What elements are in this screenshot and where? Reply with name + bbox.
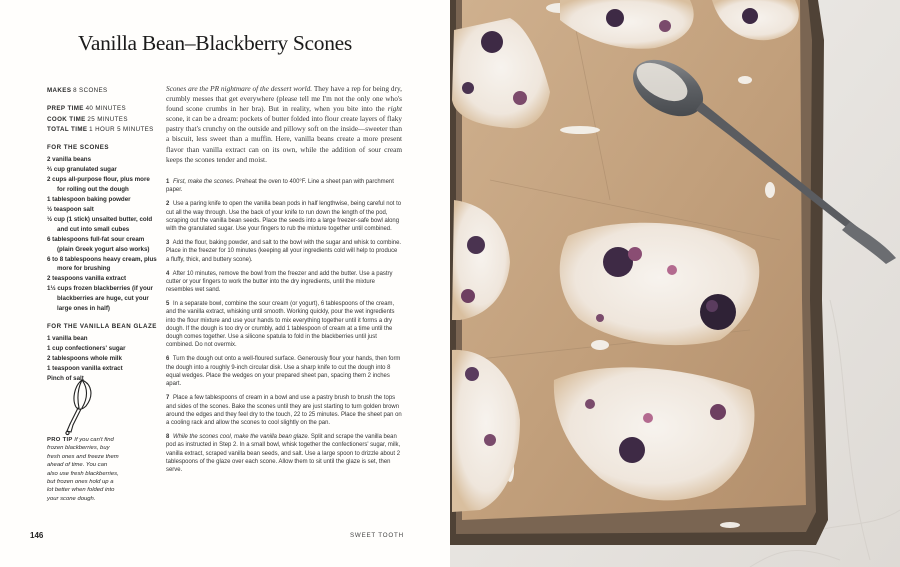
step-number: 6 bbox=[166, 356, 170, 363]
step-6 bbox=[166, 355, 402, 388]
step-number: 4 bbox=[166, 270, 170, 277]
ingredient-item: 6 tablespoons full-fat sour cream (plain Greek yogurt also works) bbox=[47, 235, 150, 253]
prep-time-row bbox=[47, 104, 157, 114]
ingredient-item: 1 tablespoon baking powder bbox=[47, 196, 131, 204]
step-4 bbox=[166, 270, 402, 295]
ingredient-item: 2 cups all-purpose flour, plus more for rolling out the dough bbox=[47, 176, 150, 194]
step-number: 8 bbox=[166, 434, 170, 441]
running-head: SWEET TOOTH bbox=[350, 532, 404, 539]
ingredient-item: 1 vanilla bean bbox=[47, 335, 88, 343]
makes-value: 8 SCONES bbox=[73, 87, 108, 94]
ingredient-item: 2 vanilla beans bbox=[47, 156, 92, 164]
step-text: Preheat the oven to 400°F. Line a sheet pan with parchment paper. bbox=[166, 179, 394, 194]
ingredient-item: ⅔ cup granulated sugar bbox=[47, 166, 117, 174]
step-text: Add the flour, baking powder, and salt to the bowl with the sugar and whisk to combine. Place in the freezer for 10 minutes (keeping all your ingredients cold will help to produce a fluffy, thick, and buttery scone). bbox=[166, 240, 402, 263]
step-3 bbox=[166, 239, 402, 264]
method-steps bbox=[166, 178, 402, 480]
recipe-sidebar bbox=[47, 86, 157, 384]
scones-ingredient-list bbox=[47, 155, 157, 314]
cook-time-label: COOK TIME bbox=[47, 115, 86, 123]
makes-label: MAKES bbox=[47, 87, 72, 94]
ingredient-item: 1 teaspoon vanilla extract bbox=[47, 365, 123, 372]
prep-time-label: PREP TIME bbox=[47, 105, 84, 113]
scones-photo bbox=[450, 0, 900, 567]
step-text: Place a few tablespoons of cream in a bowl and use a pastry brush to brush the tops and sides of the scones. Bake the scones until they are just starting to turn golden brown around the edges and they feel dry to the touch, 22 to 25 minutes. Place the sheet pan on a cooling rack and allow the scones to cool slightly on the pan. bbox=[166, 395, 402, 427]
total-time-row bbox=[47, 125, 157, 135]
step-number: 5 bbox=[166, 301, 170, 308]
step-text: Split and scrape the vanilla bean pod as instructed in Step 2. In a small bowl, whisk together the confectioners' sugar, milk, vanilla extract, scraped vanilla bean seeds, and salt. Use a large spoon to drizzle about 2 tablespoons of the glaze over each scone. Allow them to sit until the glaze is set, then serve. bbox=[166, 434, 401, 474]
intro-lead: Scones are the PR nightmare of the dessert world. bbox=[166, 84, 313, 93]
step-text: Turn the dough out onto a well-floured surface. Generously flour your hands, then form the dough into a roughly 9-inch circular disk. Use a sharp knife to cut the dough into 8 equal wedges. Place the wedges on your prepared sheet pan, spacing them 2 inches apart. bbox=[166, 356, 401, 388]
step-text: After 10 minutes, remove the bowl from the freezer and add the butter. Use a pastry cutter or your fingers to work the butter into the dry ingredients, until the mixture resembles wet sand. bbox=[166, 270, 393, 294]
time-block bbox=[47, 104, 157, 135]
step-1 bbox=[166, 178, 402, 195]
total-time-label: TOTAL TIME bbox=[47, 125, 88, 133]
intro-emphasis: right bbox=[387, 104, 402, 114]
step-2 bbox=[166, 200, 402, 233]
step-8 bbox=[166, 433, 402, 474]
scones-ingredients-heading: FOR THE SCONES bbox=[47, 144, 110, 152]
total-time-value: 1 HOUR 5 MINUTES bbox=[89, 125, 154, 133]
pro-tip-text: If you can't find frozen blackberries, buy fresh ones and freeze them ahead of time. You can also use fresh blackberries, but frozen ones hold up a lot better when folded into your scone dough. bbox=[47, 437, 119, 502]
intro-text-2: scone, it can be a dream: pockets of butter folded into flour create layers of flaky pastry that's crunchy on the outside and pillowy soft on the inside—sweeter than a biscuit, less sweet than a muffin. Here, vanilla beans create a more present flavor than vanilla extract can on its own, while the addition of sour cream keeps the scones tender and moist. bbox=[166, 114, 402, 164]
ingredient-item: 1 cup confectioners' sugar bbox=[47, 345, 126, 353]
step-number: 3 bbox=[166, 240, 170, 247]
ingredient-item: ½ teaspoon salt bbox=[47, 206, 94, 214]
page-number: 146 bbox=[30, 531, 44, 540]
ingredient-item: 2 teaspoons vanilla extract bbox=[47, 275, 127, 283]
prep-time-value: 40 MINUTES bbox=[85, 105, 127, 113]
cook-time-row bbox=[47, 115, 157, 125]
step-lead: First, make the scones. bbox=[172, 179, 235, 185]
ingredient-item: 2 tablespoons whole milk bbox=[47, 355, 122, 363]
pro-tip bbox=[47, 436, 119, 503]
step-7 bbox=[166, 394, 402, 427]
step-number: 7 bbox=[166, 395, 170, 402]
cook-time-value: 25 MINUTES bbox=[87, 115, 128, 123]
intro-paragraph bbox=[166, 84, 402, 165]
right-page-photo bbox=[450, 0, 900, 567]
whisk-icon bbox=[58, 376, 98, 436]
ingredient-item: Pinch of salt bbox=[47, 374, 84, 382]
pro-tip-label: PRO TIP bbox=[47, 437, 73, 443]
step-5 bbox=[166, 300, 402, 350]
makes-row bbox=[47, 86, 157, 96]
step-text: Use a paring knife to open the vanilla bean pods in half lengthwise, being careful not to cut all the way through. Use the back of your knife to run down the length of the pod, scraping out the vanilla bean seeds. Place the seeds into a large freezer-safe bowl along with the granulated sugar. Use your fingers to rub the mixture together until combined. bbox=[166, 201, 402, 233]
glaze-ingredients-heading: FOR THE VANILLA BEAN GLAZE bbox=[47, 322, 157, 330]
step-lead: While the scones cool, make the vanilla bean glaze. bbox=[172, 434, 310, 441]
step-number: 2 bbox=[166, 201, 170, 208]
ingredient-item: ½ cup (1 stick) unsalted butter, cold and cut into small cubes bbox=[47, 215, 153, 233]
ingredient-item: 6 to 8 tablespoons heavy cream, plus more for brushing bbox=[47, 255, 157, 273]
intro-text-1: They have a rep for being dry, crumbly messes that get everywhere (please tell me I'm not the only one who's found scone crumbs in her bra). But in reality, when you bite into the bbox=[166, 84, 402, 114]
recipe-title: Vanilla Bean–Blackberry Scones bbox=[78, 31, 352, 55]
ingredient-item: 1½ cups frozen blackberries (if your blackberries are huge, cut your large ones in half) bbox=[47, 285, 153, 313]
yield-block bbox=[47, 86, 157, 96]
step-number: 1 bbox=[166, 179, 170, 185]
step-text: In a separate bowl, combine the sour cream (or yogurt), 6 tablespoons of the cream, and the vanilla extract, whisking until smooth. Working quickly, pour the wet ingredients into the flour mixture and use your hands to mix everything together until it forms a dry dough. If the dough is too dry or crumbly, add 1 tablespoon of cream at a time until the dough comes together. Use a silicone spatula to fold in the blackberries until just combined. Do not overmix. bbox=[166, 301, 395, 349]
